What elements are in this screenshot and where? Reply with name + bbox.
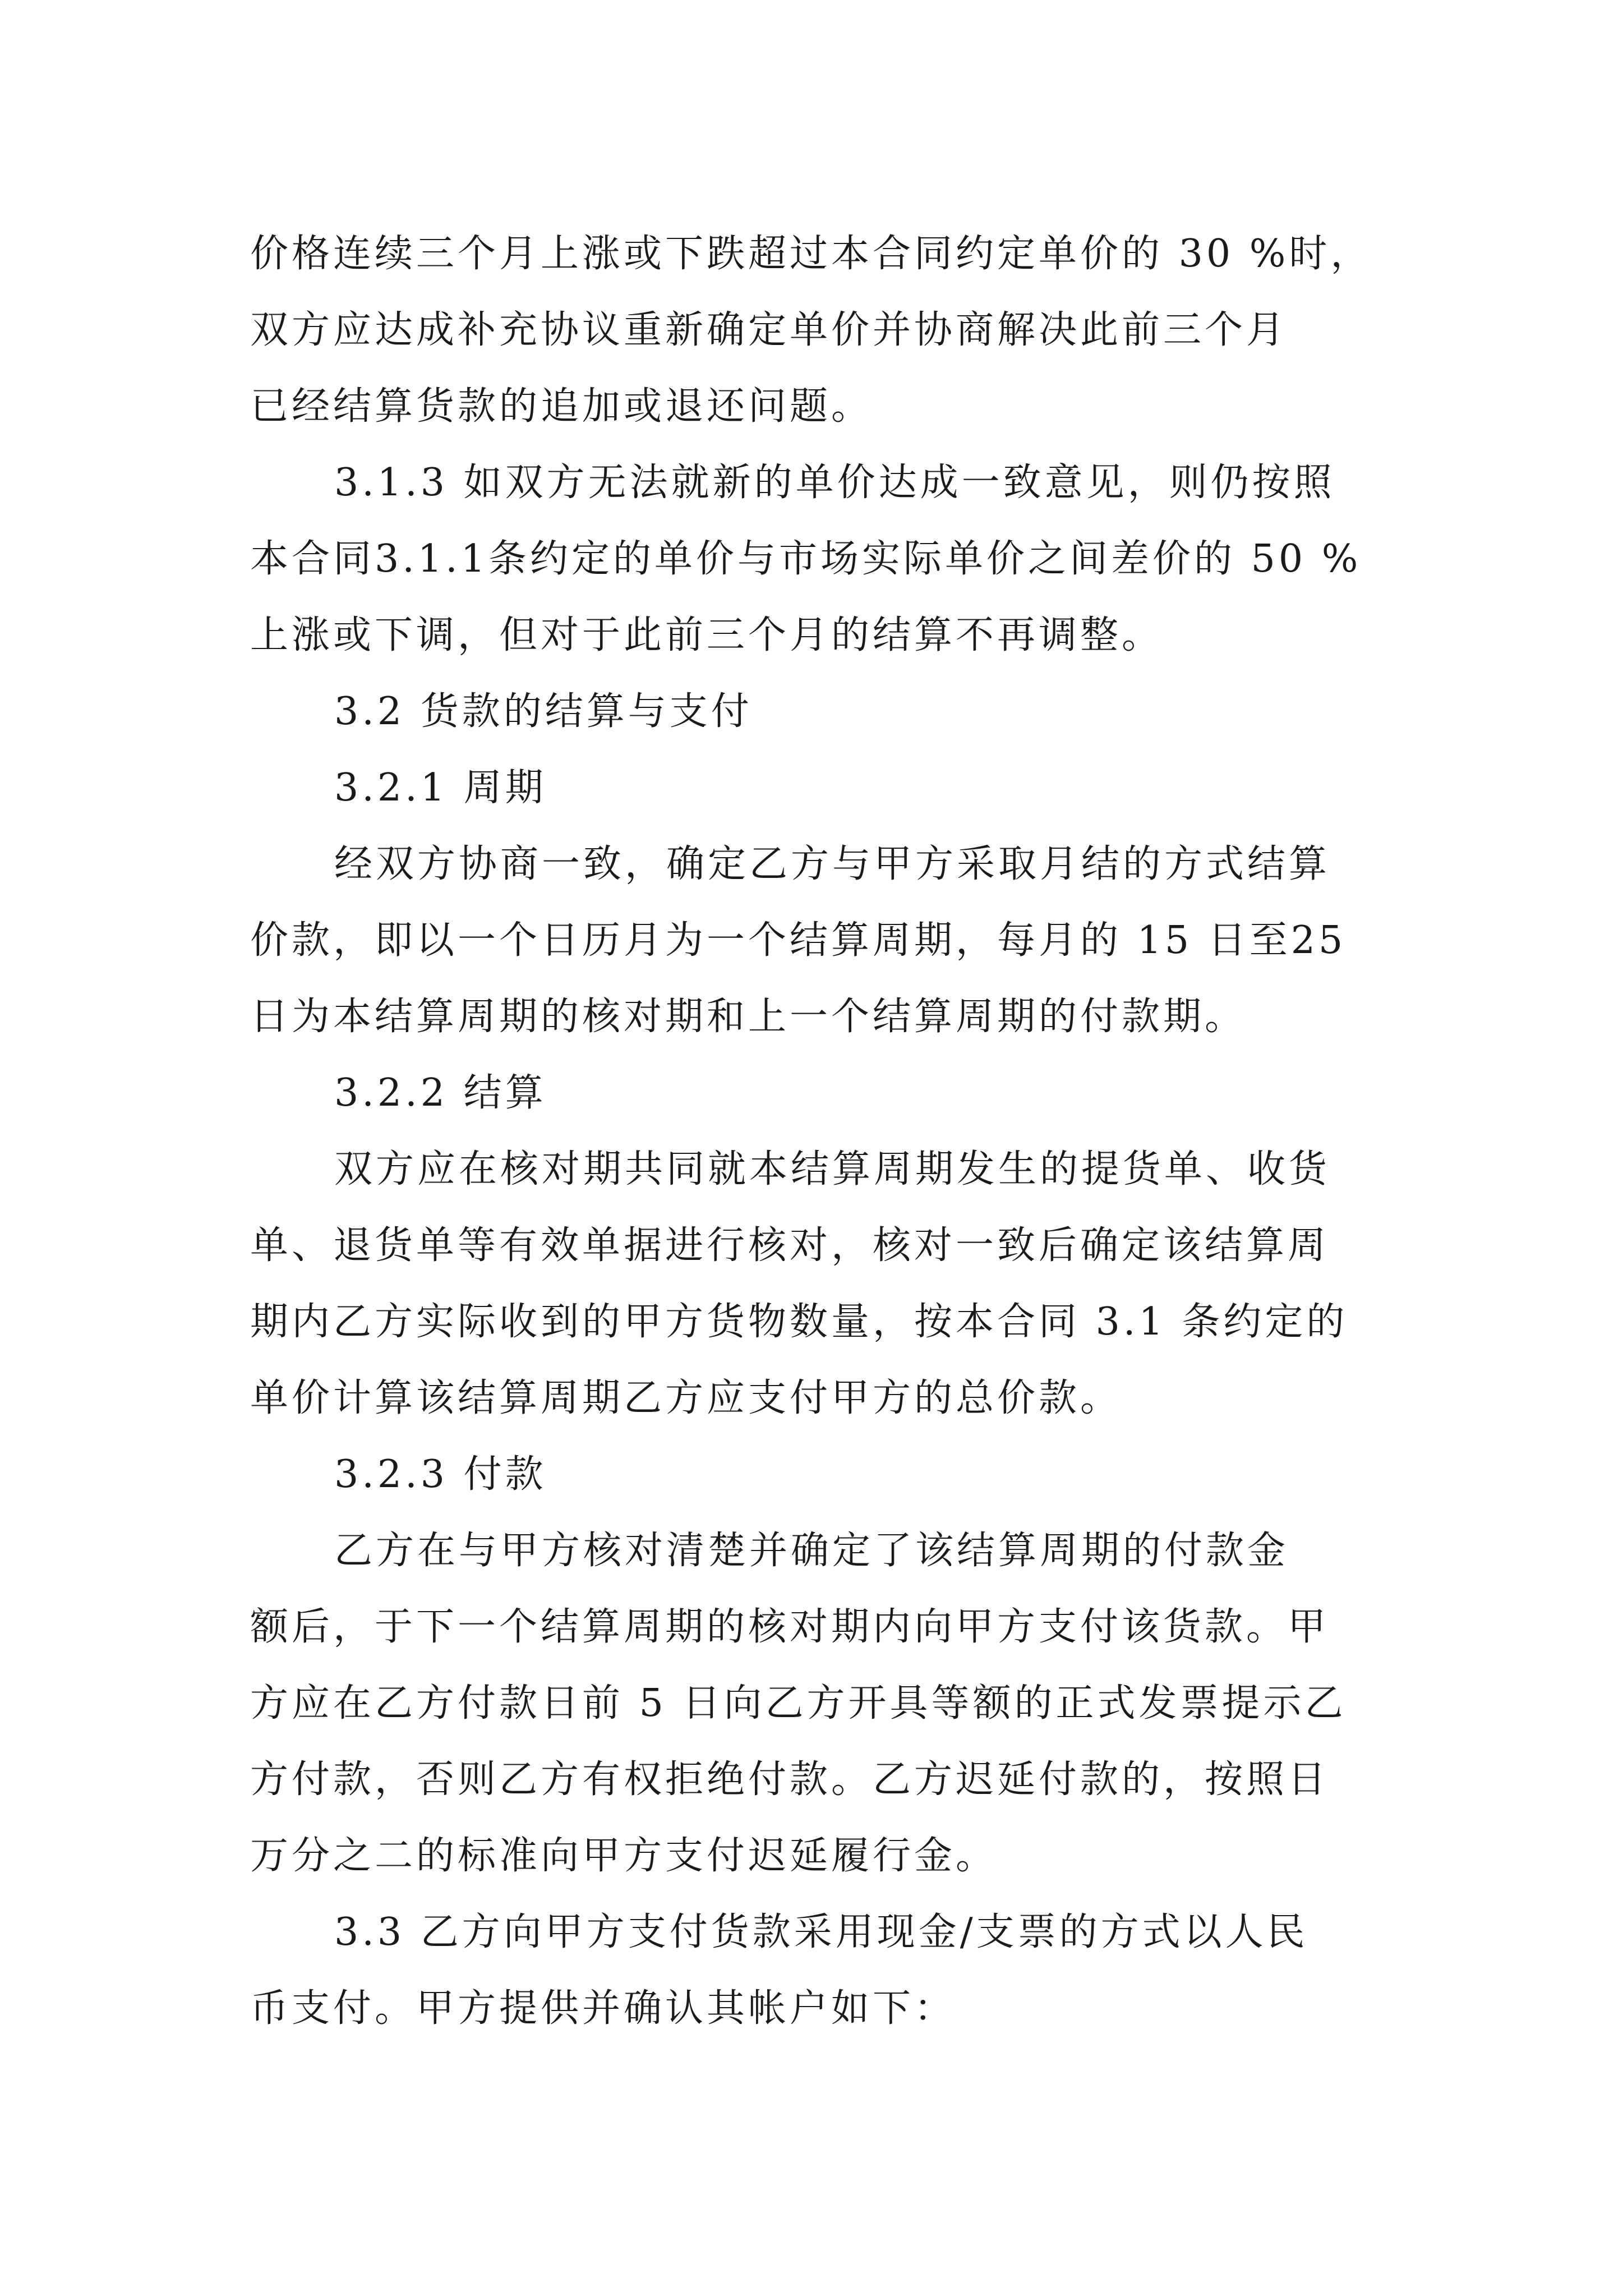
text-line: 价格连续三个月上涨或下跌超过本合同约定单价的 30 %时， [250, 232, 1372, 276]
section-heading-3-2-2: 3.2.2 结算 [334, 1071, 547, 1115]
text-line: 期内乙方实际收到的甲方货物数量，按本合同 3.1 条约定的 [250, 1300, 1348, 1344]
text-line: 上涨或下调，但对于此前三个月的结算不再调整。 [250, 613, 1164, 657]
text-line: 方应在乙方付款日前 5 日向乙方开具等额的正式发票提示乙 [250, 1681, 1347, 1726]
section-heading-3-2: 3.2 货款的结算与支付 [334, 689, 753, 734]
text-line: 万分之二的标准向甲方支付迟延履行金。 [250, 1834, 998, 1878]
text-line: 已经结算货款的追加或退还问题。 [250, 384, 873, 429]
text-line: 方付款，否则乙方有权拒绝付款。乙方迟延付款的，按照日 [250, 1757, 1330, 1802]
text-line: 双方应达成补充协议重新确定单价并协商解决此前三个月 [250, 308, 1288, 352]
section-heading-3-2-3: 3.2.3 付款 [334, 1452, 547, 1497]
paragraph-start-line: 经双方协商一致，确定乙方与甲方采取月结的方式结算 [334, 842, 1331, 886]
text-line: 额后，于下一个结算周期的核对期内向甲方支付该货款。甲 [250, 1605, 1330, 1649]
text-line: 单、退货单等有效单据进行核对，核对一致后确定该结算周 [250, 1223, 1330, 1268]
text-line: 币支付。甲方提供并确认其帐户如下： [250, 1986, 956, 2031]
clause-3-1-3-line: 3.1.3 如双方无法就新的单价达成一致意见，则仍按照 [334, 461, 1335, 505]
text-line: 单价计算该结算周期乙方应支付甲方的总价款。 [250, 1376, 1122, 1420]
text-line: 价款，即以一个日历月为一个结算周期，每月的 15 日至25 [250, 918, 1347, 963]
paragraph-start-line: 乙方在与甲方核对清楚并确定了该结算周期的付款金 [334, 1529, 1289, 1573]
text-line: 本合同3.1.1条约定的单价与市场实际单价之间差价的 50 % [250, 537, 1362, 581]
paragraph-start-line: 双方应在核对期共同就本结算周期发生的提货单、收货 [334, 1147, 1331, 1191]
section-heading-3-2-1: 3.2.1 周期 [334, 766, 547, 810]
text-line: 日为本结算周期的核对期和上一个结算周期的付款期。 [250, 995, 1247, 1039]
document-body [250, 216, 1389, 2047]
clause-3-3-line: 3.3 乙方向甲方支付货款采用现金/支票的方式以人民 [334, 1910, 1308, 1954]
